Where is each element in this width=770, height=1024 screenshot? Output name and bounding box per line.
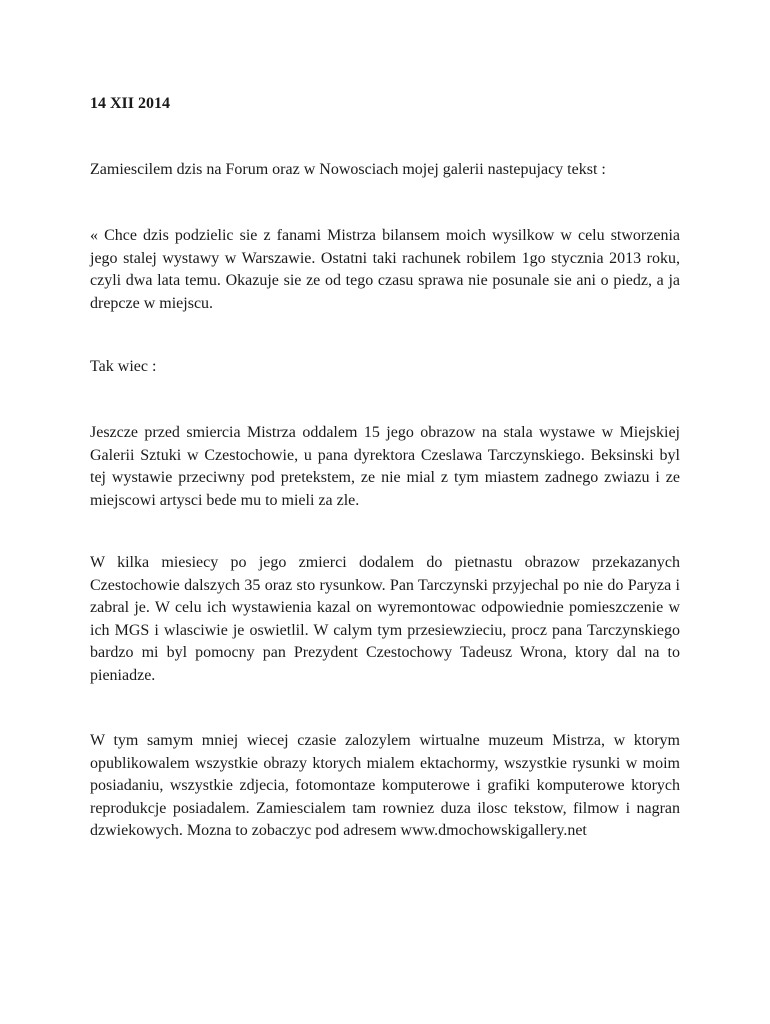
- paragraph-intro: Zamiescilem dzis na Forum oraz w Nowosciach mojej galerii nastepujacy tekst :: [90, 161, 606, 178]
- paragraph-czestochowa-gallery: Jeszcze przed smiercia Mistrza oddalem 15 jego obrazow na stala wystawe w Miejskiej Galerii Sztuki w Czestochowie, u pana dyrektora Czeslawa Tarczynskiego. Beksinski byl tej wystawie przeciwny pod pretekstem, ze nie mial z tym miastem zadnego zwiazu i ze miejscowi artysci bede mu to mieli za zle.: [90, 424, 680, 509]
- paragraph-tak-wiec: Tak wiec :: [90, 358, 157, 375]
- paragraph-additional-works: W kilka miesiecy po jego zmierci dodalem do pietnastu obrazow przekazanych Czestochowie dalszych 35 oraz sto rysunkow. Pan Tarczynski przyjechal po nie do Paryza i zabral je. W celu ich wystawienia kazal on wyremontowac odpowiednie pomieszczenie w ich MGS i wlasciwie je oswietlil. W calym tym przesiewzieciu, procz pana Tarczynskiego bardzo mi byl pomocny pan Prezydent Czestochowy Tadeusz Wrona, ktory dal na to pieniadze.: [90, 554, 680, 684]
- document-page: [90, 0, 680, 1024]
- document-date: 14 XII 2014: [90, 95, 171, 112]
- paragraph-virtual-museum: W tym samym mniej wiecej czasie zalozylem wirtualne muzeum Mistrza, w ktorym opublikowalem wszystkie obrazy ktorych mialem ektachormy, wszystkie rysunki w moim posiadaniu, wszystkie zdjecia, fotomontaze komputerowe i grafiki komputerowe ktorych reprodukcje posiadalem. Zamiescialem tam rowniez duza ilosc tekstow, filmow i nagran dzwiekowych. Mozna to zobaczyc pod adresem www.dmochowskigallery.net: [90, 732, 680, 840]
- paragraph-quote-opening: « Chce dzis podzielic sie z fanami Mistrza bilansem moich wysilkow w celu stworzenia jego stalej wystawy w Warszawie. Ostatni taki rachunek robilem 1go stycznia 2013 roku, czyli dwa lata temu. Okazuje sie ze od tego czasu sprawa nie posunale sie ani o piedz, a ja drepcze w miejscu.: [90, 227, 680, 312]
